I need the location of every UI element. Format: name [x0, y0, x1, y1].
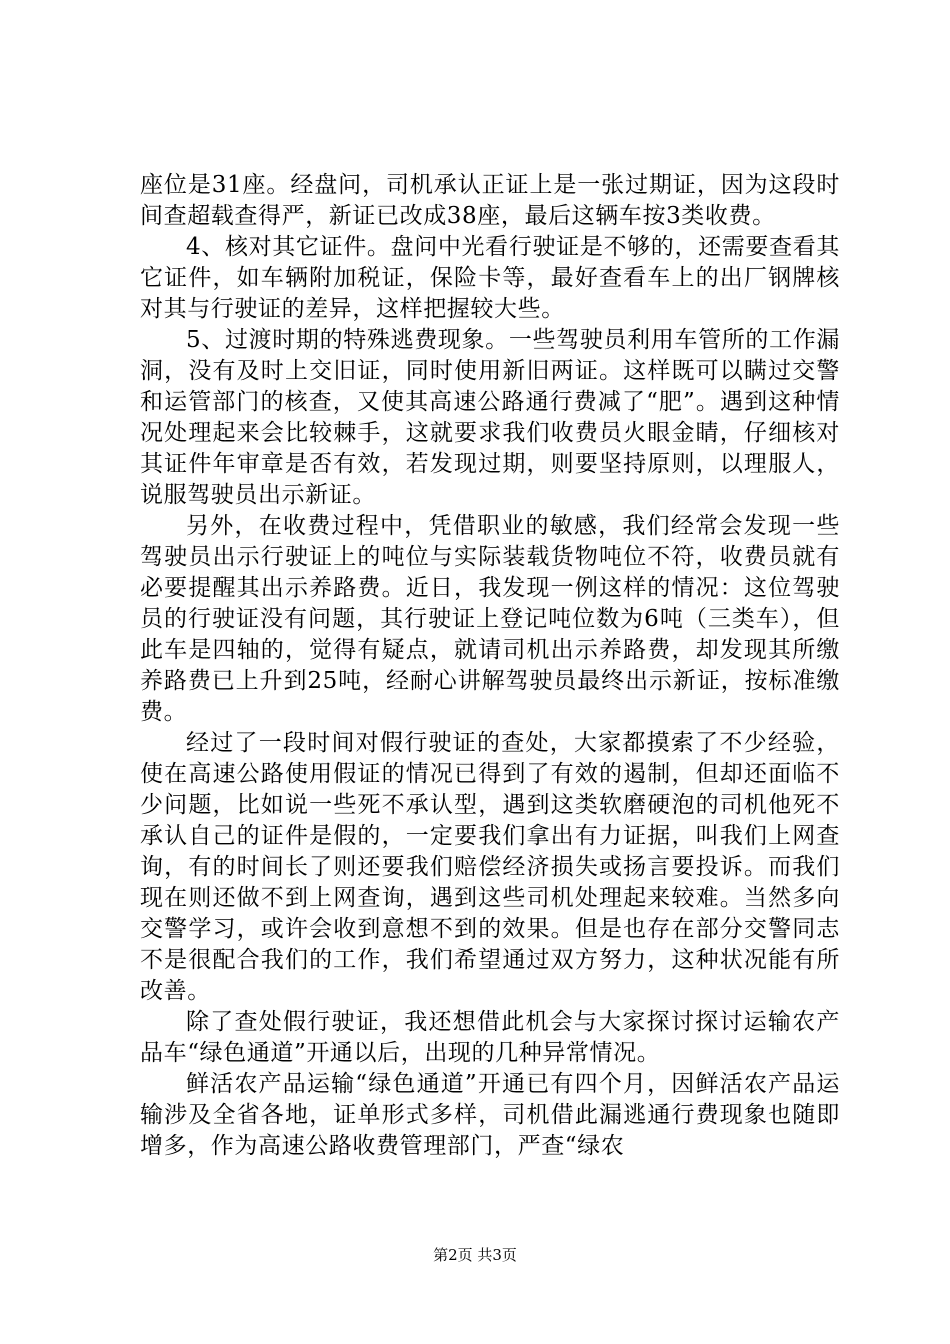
paragraph-4: 另外，在收费过程中，凭借职业的敏感，我们经常会发现一些驾驶员出示行驶证上的吨位与实际装载货物吨位不符，收费员就有必要提醒其出示养路费。近日，我发现一例这样的情况：这位驾驶员的行驶证没有问题，其行驶证上登记吨位数为6吨（三类车），但此车是四轴的，觉得有疑点，就请司机出示养路费，却发现其所缴养路费已上升到25吨，经耐心讲解驾驶员最终出示新证，按标准缴费。: [140, 513, 840, 725]
document-body: [140, 170, 840, 1162]
page-footer: [0, 1245, 950, 1265]
paragraph-6: 除了查处假行驶证，我还想借此机会与大家探讨探讨运输农产品车“绿色通道”开通以后，出现的几种异常情况。: [140, 1009, 840, 1066]
paragraph-3: 5、过渡时期的特殊逃费现象。一些驾驶员利用车管所的工作漏洞，没有及时上交旧证，同时使用新旧两证。这样既可以瞒过交警和运管部门的核查，又使其高速公路通行费减了“肥”。遇到这种情况处理起来会比较棘手，这就要求我们收费员火眼金睛，仔细核对其证件年审章是否有效，若发现过期，则要坚持原则，以理服人，说服驾驶员出示新证。: [140, 327, 840, 508]
paragraph-5: 经过了一段时间对假行驶证的查处，大家都摸索了不少经验，使在高速公路使用假证的情况已得到了有效的遏制，但却还面临不少问题，比如说一些死不承认型，遇到这类软磨硬泡的司机他死不承认自己的证件是假的，一定要我们拿出有力证据，叫我们上网查询，有的时间长了则还要我们赔偿经济损失或扬言要投诉。而我们现在则还做不到上网查询，遇到这些司机处理起来较难。当然多向交警学习，或许会收到意想不到的效果。但是也存在部分交警同志不是很配合我们的工作，我们希望通过双方努力，这种状况能有所改善。: [140, 730, 840, 1004]
page-number: 第2页 共3页: [433, 1246, 517, 1264]
paragraph-7: 鲜活农产品运输“绿色通道”开通已有四个月，因鲜活农产品运输涉及全省各地，证单形式多样，司机借此漏逃通行费现象也随即增多，作为高速公路收费管理部门，严查“绿农: [140, 1071, 840, 1159]
paragraph-2: 4、核对其它证件。盘问中光看行驶证是不够的，还需要查看其它证件，如车辆附加税证，保险卡等，最好查看车上的出厂钢牌核对其与行驶证的差异，这样把握较大些。: [140, 234, 840, 322]
paragraph-1: 座位是31座。经盘问，司机承认正证上是一张过期证，因为这段时间查超载查得严，新证已改成38座，最后这辆车按3类收费。: [140, 172, 840, 229]
